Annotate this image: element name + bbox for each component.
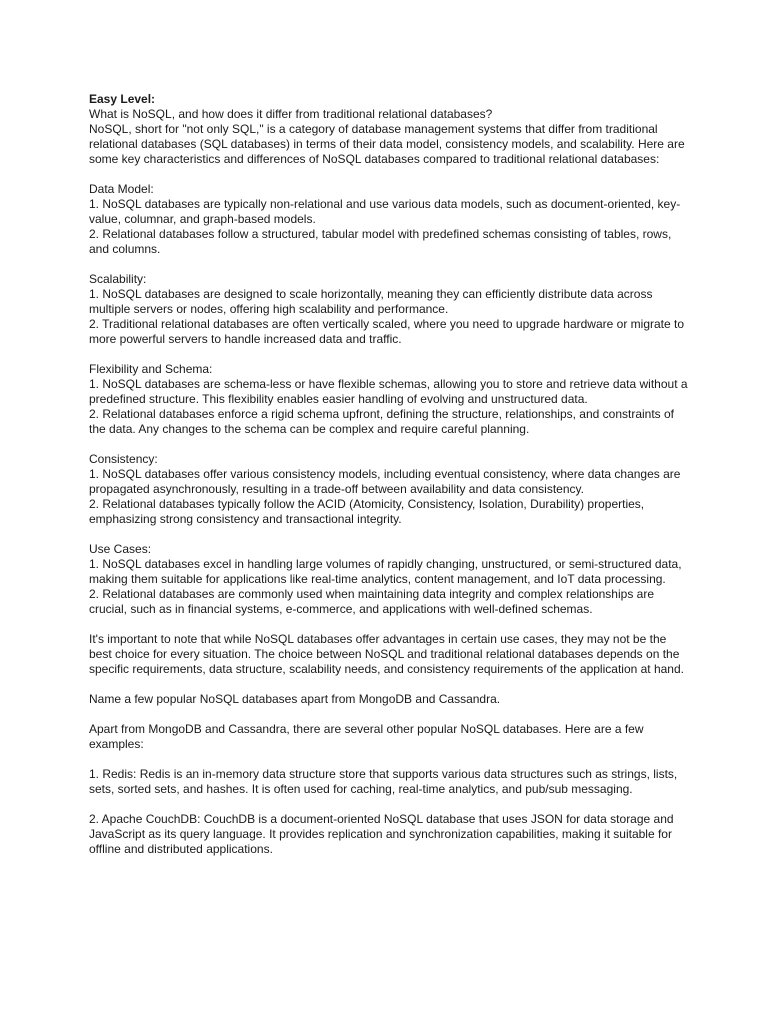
section-data-model bbox=[89, 182, 689, 257]
question-2: Name a few popular NoSQL databases apart from MongoDB and Cassandra. bbox=[89, 692, 501, 706]
section-point: 1. NoSQL databases are typically non-relational and use various data models, such as document-oriented, key-value, columnar, and graph-based models. bbox=[89, 197, 681, 226]
section-point: 2. Traditional relational databases are often vertically scaled, where you need to upgrade hardware or migrate to more powerful servers to handle increased data and traffic. bbox=[89, 317, 685, 346]
example-redis: 1. Redis: Redis is an in-memory data structure store that supports various data structures such as strings, lists, sets, sorted sets, and hashes. It is often used for caching, real-time analytics, and pub/sub messaging. bbox=[89, 767, 678, 796]
conclusion-paragraph: It's important to note that while NoSQL databases offer advantages in certain use cases, they may not be the best choice for every situation. The choice between NoSQL and traditional relational databases depends on the specific requirements, data structure, scalability needs, and consistency requirements of the application at hand. bbox=[89, 632, 684, 676]
section-point: 1. NoSQL databases excel in handling large volumes of rapidly changing, unstructured, or semi-structured data, making them suitable for applications like real-time analytics, content management, and IoT data processing. bbox=[89, 557, 682, 586]
section-point: 1. NoSQL databases offer various consistency models, including eventual consistency, where data changes are propagated asynchronously, resulting in a trade-off between availability and data consistency. bbox=[89, 467, 681, 496]
section-point: 1. NoSQL databases are schema-less or have flexible schemas, allowing you to store and retrieve data without a predefined structure. This flexibility enables easier handling of evolving and unstructured data. bbox=[89, 377, 688, 406]
section-scalability bbox=[89, 272, 689, 347]
answer-2-intro: Apart from MongoDB and Cassandra, there are several other popular NoSQL databases. Here are a few examples: bbox=[89, 722, 644, 751]
section-point: 2. Relational databases enforce a rigid schema upfront, defining the structure, relationships, and constraints of the data. Any changes to the schema can be complex and require careful planning. bbox=[89, 407, 675, 436]
document-page bbox=[89, 92, 689, 857]
section-use-cases bbox=[89, 542, 689, 617]
section-title: Flexibility and Schema: bbox=[89, 362, 213, 376]
intro-paragraph: NoSQL, short for "not only SQL," is a category of database management systems that differ from traditional relational databases (SQL databases) in terms of their data model, consistency models, and scalability. Here are some key characteristics and differences of NoSQL databases compared to traditional relational databases: bbox=[89, 122, 685, 166]
section-point: 1. NoSQL databases are designed to scale horizontally, meaning they can efficiently distribute data across multiple servers or nodes, offering high scalability and performance. bbox=[89, 287, 653, 316]
section-title: Use Cases: bbox=[89, 542, 152, 556]
question-1: What is NoSQL, and how does it differ from traditional relational databases? bbox=[89, 107, 493, 121]
section-flexibility bbox=[89, 362, 689, 437]
section-point: 2. Relational databases typically follow the ACID (Atomicity, Consistency, Isolation, Durability) properties, emphasizing strong consistency and transactional integrity. bbox=[89, 497, 645, 526]
section-title: Consistency: bbox=[89, 452, 158, 466]
section-consistency bbox=[89, 452, 689, 527]
section-point: 2. Relational databases are commonly used when maintaining data integrity and complex relationships are crucial, such as in financial systems, e-commerce, and applications with well-defined schemas. bbox=[89, 587, 654, 616]
section-point: 2. Relational databases follow a structured, tabular model with predefined schemas consisting of tables, rows, and columns. bbox=[89, 227, 672, 256]
example-couchdb: 2. Apache CouchDB: CouchDB is a document-oriented NoSQL database that uses JSON for data storage and JavaScript as its query language. It provides replication and synchronization capabilities, making it suitable for offline and distributed applications. bbox=[89, 812, 674, 856]
section-title: Data Model: bbox=[89, 182, 154, 196]
level-heading: Easy Level: bbox=[89, 92, 156, 106]
section-title: Scalability: bbox=[89, 272, 147, 286]
